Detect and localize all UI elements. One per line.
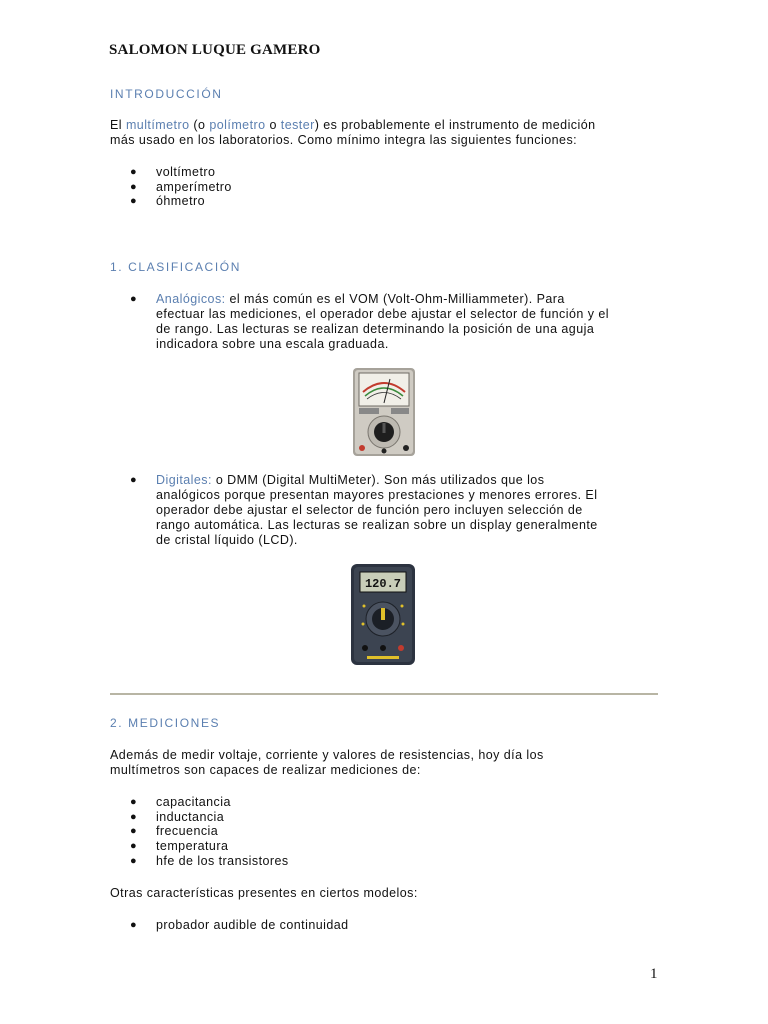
- text-line: efectuar las mediciones, el operador debe ajustar el selector de función y el: [156, 307, 609, 321]
- section-heading-introduccion: INTRODUCCIÓN: [110, 87, 223, 101]
- text-line: de cristal líquido (LCD).: [156, 533, 298, 547]
- list-item-text: frecuencia: [156, 824, 219, 839]
- list-item: [110, 810, 289, 825]
- intro-paragraph: [110, 118, 650, 148]
- text-fragment: ) es probablemente el instrumento de medición: [314, 118, 596, 132]
- bullet: ●: [130, 810, 138, 823]
- text-line: Además de medir voltaje, corriente y valores de resistencias, hoy día los: [110, 748, 544, 762]
- page-number: 1: [650, 966, 658, 982]
- text-fragment: o: [265, 118, 281, 132]
- text-line: rango automática. Las lecturas se realizan sobre un display generalmente: [156, 518, 598, 532]
- digital-bullet-text: [156, 473, 656, 548]
- list-item: [110, 165, 232, 180]
- digital-multimeter-image: [351, 564, 415, 665]
- text-fragment: El: [110, 118, 126, 132]
- text-fragment: (o: [189, 118, 210, 132]
- bullet: ●: [130, 293, 138, 305]
- text-line: indicadora sobre una escala graduada.: [156, 337, 389, 351]
- bullet: ●: [130, 474, 138, 486]
- analog-bullet-text: [156, 292, 656, 352]
- list-item: [110, 839, 289, 854]
- section-heading-clasificacion: 1. CLASIFICACIÓN: [110, 260, 241, 274]
- intro-paragraph-line-1: [110, 118, 650, 133]
- list-item-text: capacitancia: [156, 795, 231, 809]
- bullet: ●: [130, 919, 138, 931]
- list-item-text: hfe de los transistores: [156, 853, 289, 868]
- analog-bullet: [110, 292, 650, 352]
- bullet: ●: [130, 796, 138, 808]
- other-features-list: [110, 918, 349, 933]
- digital-term: Digitales:: [156, 473, 212, 487]
- bullet: ●: [130, 195, 138, 208]
- horizontal-divider: [110, 693, 658, 695]
- link-tester[interactable]: tester: [280, 118, 315, 132]
- other-features-text: Otras características presentes en ciertos modelos:: [110, 886, 418, 900]
- digital-bullet: [110, 473, 650, 549]
- intro-function-list: [110, 165, 232, 209]
- list-item: [110, 194, 232, 209]
- bullet: ●: [130, 825, 138, 838]
- bullet: ●: [130, 166, 138, 178]
- list-item: [110, 824, 289, 839]
- link-multimetro[interactable]: multímetro: [125, 118, 190, 132]
- list-item: [110, 795, 289, 810]
- bullet: ●: [130, 180, 138, 193]
- list-item-text: temperatura: [156, 839, 229, 854]
- text-line: analógicos porque presentan mayores prestaciones y menores errores. El: [156, 488, 598, 502]
- list-item-text: inductancia: [156, 809, 225, 824]
- text-line: multímetros son capaces de realizar mediciones de:: [110, 763, 421, 777]
- bullet: ●: [130, 840, 138, 853]
- text-fragment: el más común es el VOM (Volt-Ohm-Milliammeter). Para: [225, 292, 565, 306]
- text-fragment: o DMM (Digital MultiMeter). Son más utilizados que los: [211, 473, 545, 487]
- analog-term: Analógicos:: [156, 292, 226, 306]
- list-item: [110, 854, 289, 869]
- link-polimetro[interactable]: polímetro: [209, 118, 266, 132]
- text-line: operador debe ajustar el selector de función pero incluyen selección de: [156, 503, 583, 517]
- list-item: [110, 918, 349, 933]
- list-item-text: óhmetro: [156, 194, 206, 209]
- measurements-list: [110, 795, 289, 869]
- intro-paragraph-line-2: más usado en los laboratorios. Como mínimo integra las siguientes funciones:: [110, 133, 578, 147]
- section-heading-mediciones: 2. MEDICIONES: [110, 716, 221, 730]
- text-line: de rango. Las lecturas se realizan determinando la posición de una aguja: [156, 322, 595, 336]
- measurements-paragraph: [110, 748, 650, 778]
- display-reading: 120.7: [364, 577, 402, 591]
- bullet: ●: [130, 854, 138, 867]
- analog-multimeter-image: [353, 368, 415, 456]
- list-item-text: amperímetro: [156, 179, 232, 194]
- document-author: SALOMON LUQUE GAMERO: [109, 42, 321, 58]
- list-item: [110, 180, 232, 195]
- list-item-text: probador audible de continuidad: [156, 918, 349, 932]
- list-item-text: voltímetro: [156, 165, 216, 179]
